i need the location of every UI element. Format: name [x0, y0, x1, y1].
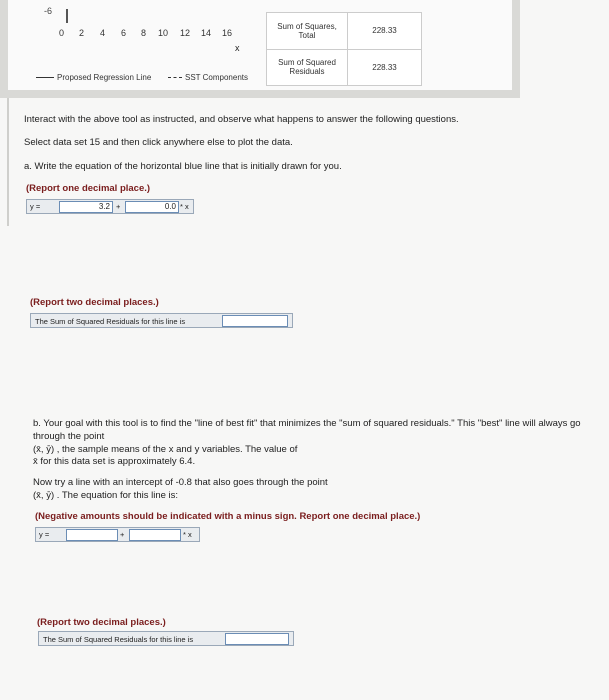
part-a-note: (Report one decimal place.) [26, 183, 151, 194]
solid-line-icon [36, 77, 54, 78]
part-a-note-2: (Report two decimal places.) [30, 297, 159, 308]
x-tick: 0 [59, 28, 65, 38]
dashed-line-icon [168, 77, 182, 78]
plus-sign: + [116, 202, 121, 211]
part-a-equation [26, 199, 194, 214]
sst-value: 228.33 [348, 13, 422, 50]
instruction-line-1: Interact with the above tool as instructed, and observe what happens to answer the following questions. [24, 114, 459, 125]
times-x-label: * x [183, 530, 192, 539]
x-tick: 16 [222, 28, 233, 38]
part-b-note-2: (Report two decimal places.) [37, 617, 166, 628]
part-b-question-5: Now try a line with an intercept of -0.8 that also goes through the point [33, 477, 328, 488]
part-b-equation [35, 527, 200, 542]
axis-top-label: -6 [44, 6, 53, 16]
sum-of-squares-table [266, 12, 422, 86]
part-b-question-6: (x̄, ȳ) . The equation for this line is: [33, 490, 179, 501]
part-b-note: (Negative amounts should be indicated with a minus sign. Report one decimal place.) [35, 511, 421, 522]
part-a-slope-input[interactable]: 0.0 [125, 201, 179, 213]
part-b-ssr-label: The Sum of Squared Residuals for this line is [43, 635, 194, 644]
x-tick: 14 [201, 28, 212, 38]
part-b-question-1: b. Your goal with this tool is to find the "line of best fit" that minimizes the "sum of squared residuals." This "best" line will always go [33, 418, 581, 429]
legend-sst: SST Components [168, 73, 248, 82]
part-b-ssr-row [38, 631, 294, 646]
y-axis-line [66, 9, 68, 23]
part-a-intercept-input[interactable]: 3.2 [59, 201, 113, 213]
part-b-question-3: (x̄, ȳ) , the sample means of the x and y variables. The value of [33, 444, 298, 455]
x-tick: 8 [141, 28, 147, 38]
y-equals-label: y = [39, 530, 50, 539]
part-a-question: a. Write the equation of the horizontal blue line that is initially drawn for you. [24, 161, 342, 172]
part-b-slope-input[interactable] [129, 529, 181, 541]
sst-label: Sum of Squares, Total [267, 13, 348, 50]
x-tick: 10 [158, 28, 169, 38]
part-b-question-2: through the point [33, 431, 105, 442]
left-divider [7, 98, 9, 226]
ssr-value: 228.33 [348, 49, 422, 86]
x-tick: 12 [180, 28, 191, 38]
part-a-ssr-input[interactable] [222, 315, 288, 327]
x-axis-variable: x [235, 43, 240, 53]
plus-sign: + [120, 530, 125, 539]
x-tick: 4 [100, 28, 106, 38]
x-tick: 2 [79, 28, 85, 38]
regression-tool-panel[interactable] [0, 0, 520, 98]
part-a-ssr-label: The Sum of Squared Residuals for this line is [35, 317, 186, 326]
part-b-question-4: x̄ for this data set is approximately 6.4. [33, 456, 196, 467]
legend-regression: Proposed Regression Line [36, 73, 151, 82]
part-b-ssr-input[interactable] [225, 633, 289, 645]
instruction-line-2: Select data set 15 and then click anywhere else to plot the data. [24, 137, 293, 148]
part-b-intercept-input[interactable] [66, 529, 118, 541]
ssr-label: Sum of Squared Residuals [267, 49, 348, 86]
y-equals-label: y = [30, 202, 41, 211]
times-x-label: * x [180, 202, 189, 211]
x-tick: 6 [121, 28, 127, 38]
part-a-ssr-row [30, 313, 293, 328]
